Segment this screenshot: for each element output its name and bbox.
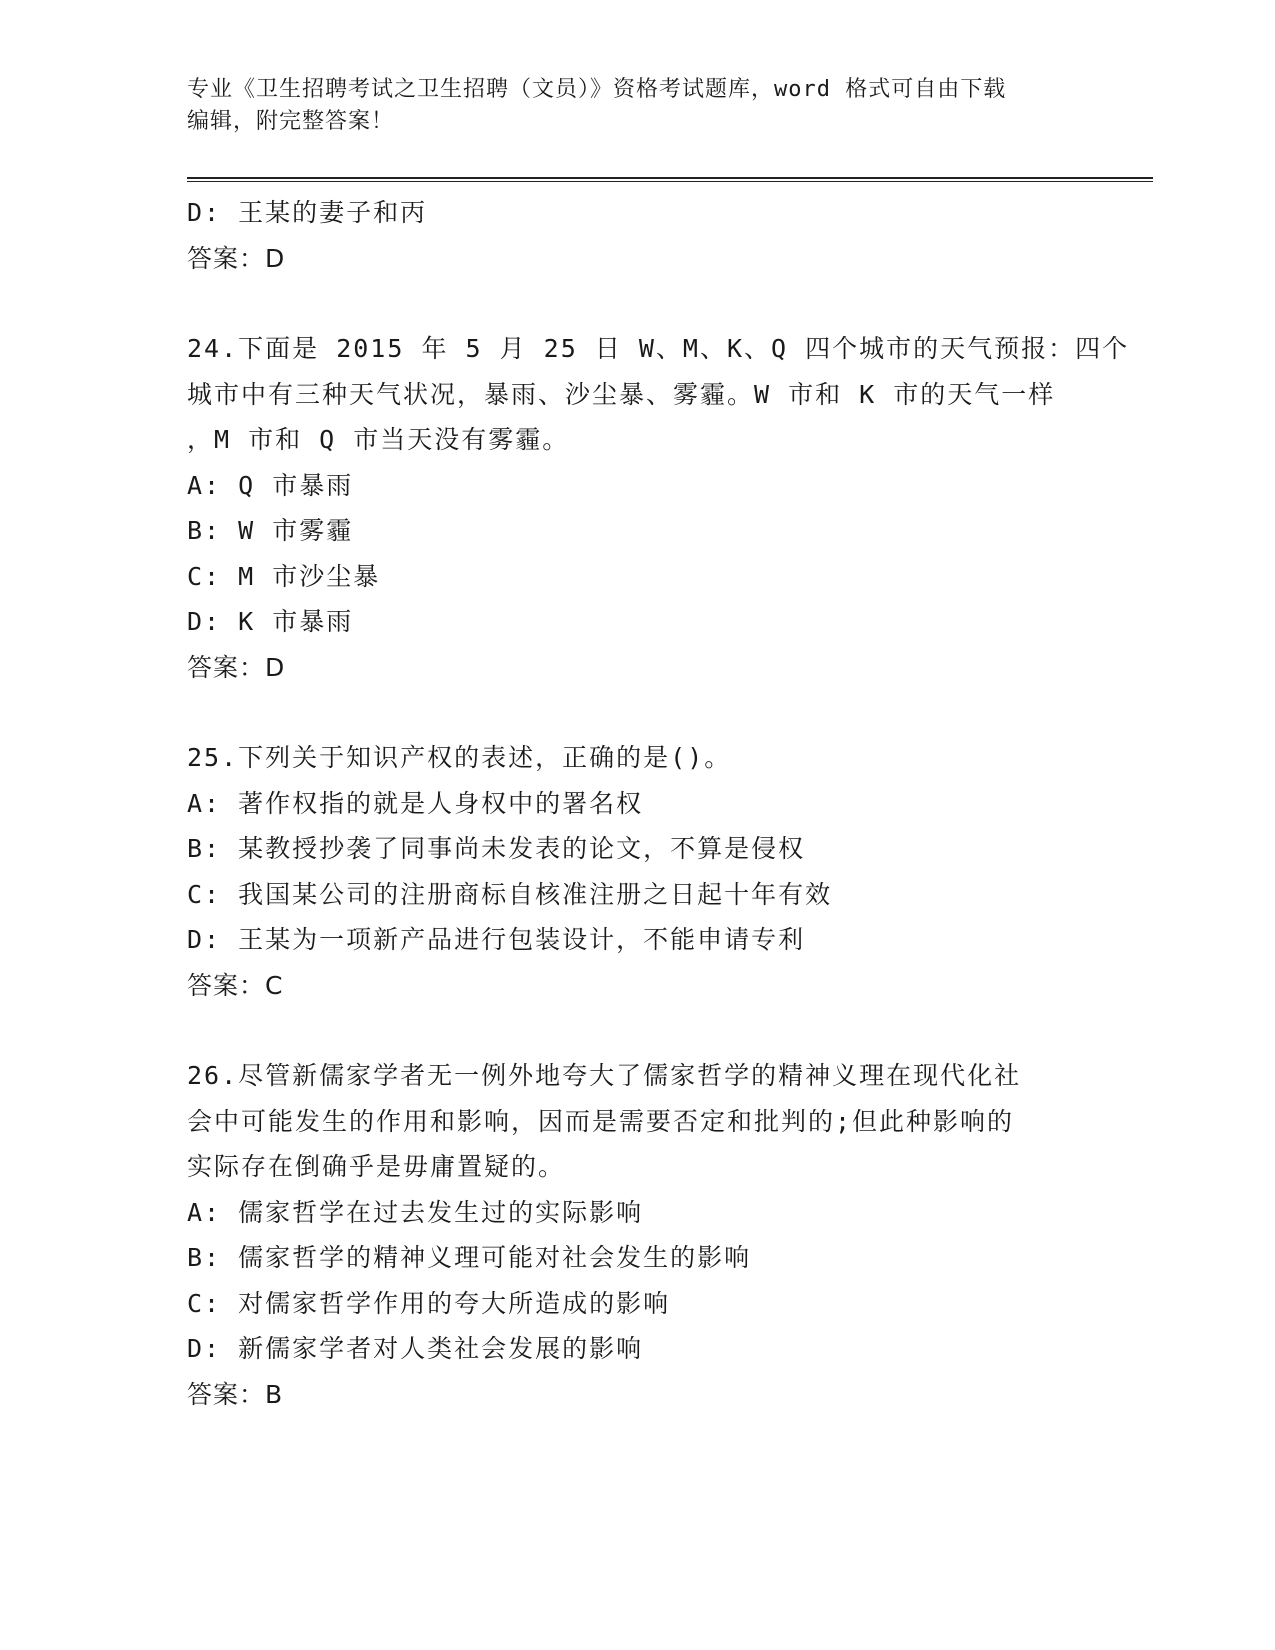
question-26 bbox=[187, 1053, 1107, 1417]
header-line-2: 编辑，附完整答案！ bbox=[187, 109, 395, 134]
question-list bbox=[187, 190, 1130, 1417]
stem-line: 26.尽管新儒家学者无一例外地夸大了儒家哲学的精神义理在现代化社 bbox=[187, 1061, 1022, 1090]
option-d: D: 王某的妻子和丙 bbox=[187, 198, 428, 227]
option-b: B: 儒家哲学的精神义理可能对社会发生的影响 bbox=[187, 1243, 752, 1272]
header-divider bbox=[187, 177, 1153, 182]
question-25 bbox=[187, 735, 1107, 1008]
answer-label: 答案：C bbox=[187, 970, 284, 1000]
question-stem bbox=[187, 326, 1130, 463]
option-a: A: 儒家哲学在过去发生过的实际影响 bbox=[187, 1197, 644, 1227]
option-c: C: 对儒家哲学作用的夸大所造成的影响 bbox=[187, 1288, 671, 1318]
question-stem bbox=[187, 735, 1107, 781]
document-header bbox=[187, 74, 1067, 138]
option-d: D: 新儒家学者对人类社会发展的影响 bbox=[187, 1334, 644, 1363]
stem-line: ，M 市和 Q 市当天没有雾霾。 bbox=[187, 425, 570, 454]
option-d: D: K 市暴雨 bbox=[187, 607, 354, 636]
option-b: B: W 市雾霾 bbox=[187, 516, 354, 545]
stem-line: 会中可能发生的作用和影响，因而是需要否定和批判的;但此种影响的 bbox=[187, 1106, 1015, 1136]
stem-line: 城市中有三种天气状况，暴雨、沙尘暴、雾霾。W 市和 K 市的天气一样 bbox=[187, 379, 1056, 409]
question-gap bbox=[187, 281, 1107, 326]
option-b: B: 某教授抄袭了同事尚未发表的论文，不算是侵权 bbox=[187, 834, 806, 863]
answer-label: 答案：D bbox=[187, 652, 286, 682]
header-line-1: 专业《卫生招聘考试之卫生招聘（文员）》资格考试题库，word 格式可自由下载 bbox=[187, 77, 1007, 102]
option-a: A: Q 市暴雨 bbox=[187, 470, 354, 500]
answer-label: 答案：D bbox=[187, 243, 286, 273]
stem-line: 24.下面是 2015 年 5 月 25 日 W、M、K、Q 四个城市的天气预报：四个 bbox=[187, 334, 1130, 363]
option-c: C: 我国某公司的注册商标自核准注册之日起十年有效 bbox=[187, 879, 833, 909]
option-c: C: M 市沙尘暴 bbox=[187, 561, 381, 591]
stem-line: 25.下列关于知识产权的表述，正确的是()。 bbox=[187, 743, 732, 772]
option-a: A: 著作权指的就是人身权中的署名权 bbox=[187, 788, 644, 818]
stem-line: 实际存在倒确乎是毋庸置疑的。 bbox=[187, 1152, 566, 1181]
question-gap bbox=[187, 1008, 1107, 1053]
question-24 bbox=[187, 326, 1130, 690]
answer-label: 答案：B bbox=[187, 1379, 284, 1409]
option-d: D: 王某为一项新产品进行包装设计，不能申请专利 bbox=[187, 925, 806, 954]
question-gap bbox=[187, 690, 1107, 735]
question-23-tail bbox=[187, 190, 1107, 281]
question-stem bbox=[187, 1053, 1107, 1190]
